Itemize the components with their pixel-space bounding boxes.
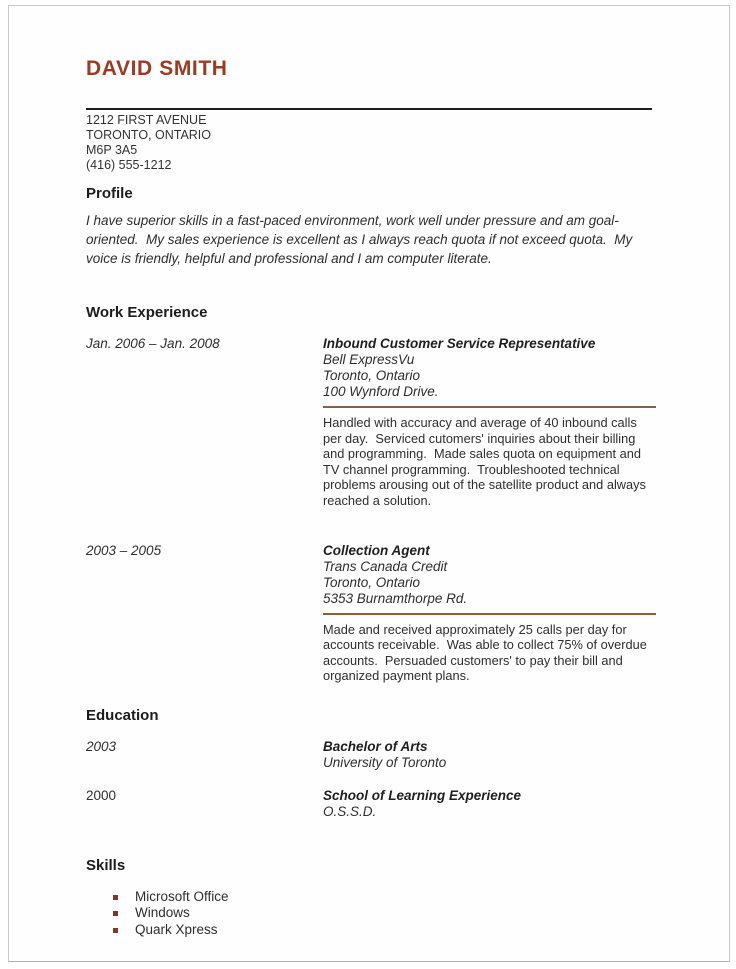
job-description: Made and received approximately 25 calls per day for accounts receivable. Was able to collect 75% of overdue accounts. Persuaded customers' to pay their bill and organized payment plans.: [323, 621, 651, 684]
square-bullet-icon: [113, 895, 118, 900]
education-degree: School of Learning Experience: [323, 787, 522, 803]
education-details: [323, 788, 656, 820]
skill-item: [86, 905, 654, 922]
education-entry: [86, 739, 654, 771]
header-divider: [86, 108, 652, 110]
skill-label: Microsoft Office: [135, 888, 229, 904]
address-postal-code: M6P 3A5: [86, 143, 138, 157]
job-description: Handled with accuracy and average of 40 inbound calls per day. Serviced cutomers' inquiries about their billing and programming. Made sales quota on equipment and TV channel programming. Troubleshooted technical problems arousing out of the satellite product and always reached a solution.: [323, 415, 650, 508]
skill-label: Windows: [135, 905, 190, 921]
job-details: [323, 336, 656, 509]
skills-heading: Skills: [86, 856, 126, 874]
job-divider: [323, 613, 656, 615]
education-school: O.S.S.D.: [323, 803, 377, 819]
resume-page: [8, 5, 730, 962]
education-year: 2003: [86, 738, 117, 754]
job-divider: [323, 406, 656, 408]
education-school: University of Toronto: [323, 754, 447, 770]
profile-text: I have superior skills in a fast-paced environment, work well under pressure and am goal-oriented. My sales experience is excellent as I always reach quota if not exceed quota. My voice is friendly, helpful and professional and I am computer literate.: [86, 213, 637, 266]
address-phone: (416) 555-1212: [86, 158, 172, 172]
education-details: [323, 739, 656, 771]
skill-label: Quark Xpress: [135, 921, 218, 937]
job-entry: [86, 543, 654, 684]
job-title: Collection Agent: [323, 542, 430, 558]
job-dates: Jan. 2006 – Jan. 2008: [86, 336, 220, 351]
profile-heading: Profile: [86, 185, 133, 202]
job-company: Bell ExpressVu: [323, 352, 415, 367]
job-location: Toronto, Ontario: [323, 574, 421, 590]
job-entry: [86, 336, 654, 509]
education-heading: Education: [86, 706, 159, 724]
education-degree: Bachelor of Arts: [323, 738, 428, 754]
job-location: Toronto, Ontario: [323, 368, 421, 383]
square-bullet-icon: [113, 911, 118, 916]
job-street: 5353 Burnamthorpe Rd.: [323, 590, 468, 606]
education-entry: [86, 788, 654, 820]
address-block: [86, 113, 654, 173]
address-street: 1212 FIRST AVENUE: [86, 113, 207, 127]
job-title: Inbound Customer Service Representative: [323, 336, 596, 351]
skill-item: [86, 889, 654, 906]
job-street: 100 Wynford Drive.: [323, 384, 439, 399]
square-bullet-icon: [113, 928, 118, 933]
job-dates: 2003 – 2005: [86, 542, 162, 558]
work-experience-heading: Work Experience: [86, 304, 208, 321]
person-name: DAVID SMITH: [86, 57, 228, 80]
address-city: TORONTO, ONTARIO: [86, 128, 212, 142]
job-company: Trans Canada Credit: [323, 558, 448, 574]
job-details: [323, 543, 656, 684]
education-year: 2000: [86, 787, 117, 803]
skill-item: [86, 922, 654, 939]
skills-list: [86, 889, 654, 939]
